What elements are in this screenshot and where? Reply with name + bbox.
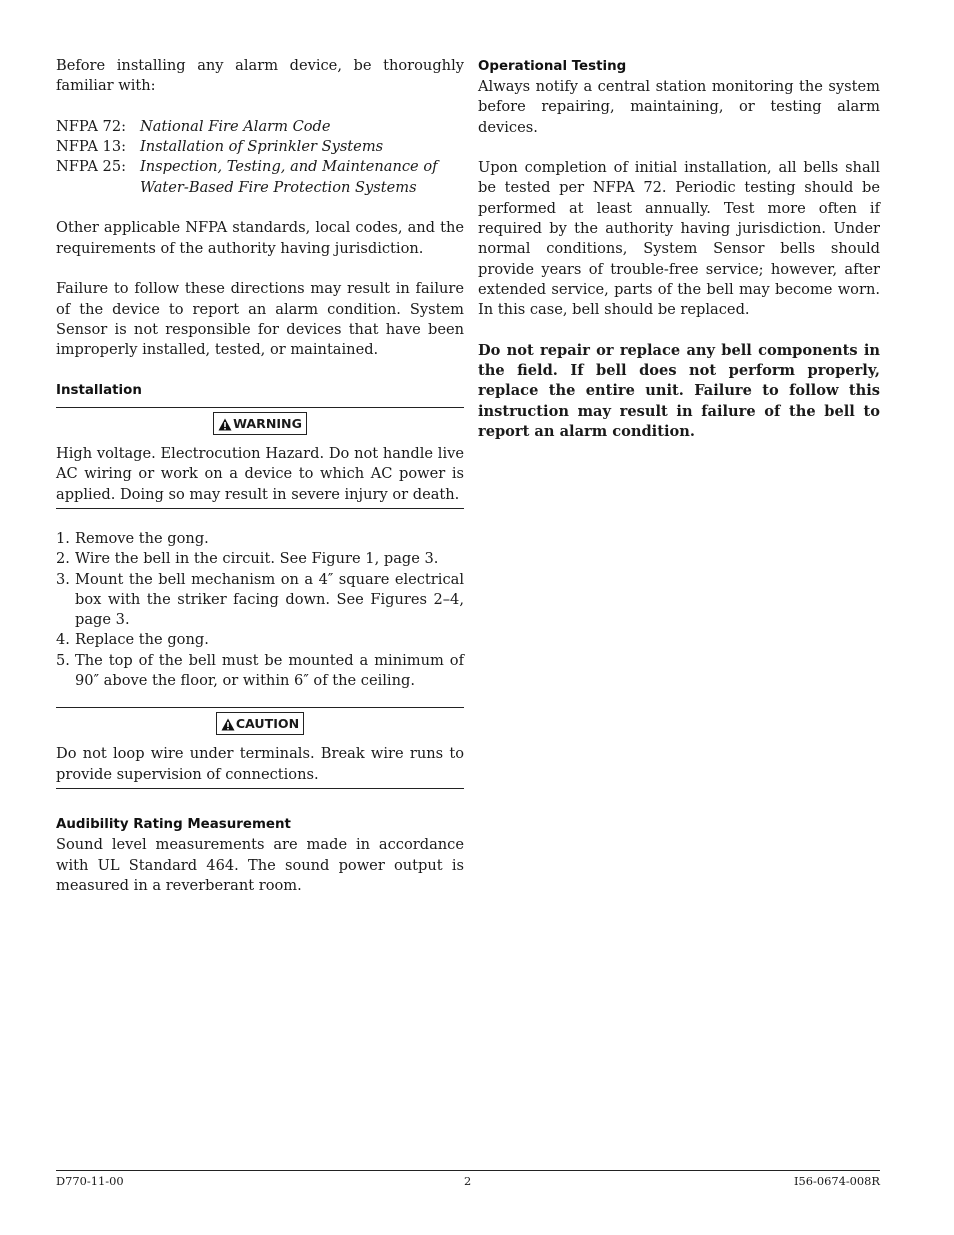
do-not-repair-note: Do not repair or replace any bell components in the field. If bell does not perform properly, replace the entire unit. Failure to follow this instruction may result in failure of the bell to report an alarm condition. bbox=[478, 341, 880, 441]
warning-text: High voltage. Electrocution Hazard. Do not handle live AC wiring or work on a device to which AC power is applied. Doing so may result in severe injury or death. bbox=[56, 445, 464, 503]
step-text: Replace the gong. bbox=[75, 631, 209, 649]
reference-list bbox=[56, 117, 464, 198]
page-footer bbox=[56, 1170, 880, 1188]
audibility-heading: Audibility Rating Measurement bbox=[56, 816, 291, 832]
reference-item bbox=[56, 117, 464, 137]
step-number: 4. bbox=[56, 631, 70, 649]
list-item bbox=[56, 529, 464, 549]
list-item bbox=[56, 630, 464, 650]
reference-title: Inspection, Testing, and Maintenance of Water-Based Fire Protection Systems bbox=[140, 158, 438, 196]
warning-label: WARNING bbox=[233, 416, 302, 432]
warning-notice bbox=[56, 407, 464, 509]
footer-page-number: 2 bbox=[464, 1174, 472, 1188]
reference-title: National Fire Alarm Code bbox=[140, 117, 331, 135]
intro-paragraph: Before installing any alarm device, be thoroughly familiar with: bbox=[56, 57, 464, 95]
reference-item bbox=[56, 157, 464, 198]
caution-triangle-icon bbox=[221, 718, 235, 731]
warning-triangle-icon bbox=[218, 418, 232, 431]
left-column bbox=[56, 56, 464, 896]
step-text: The top of the bell must be mounted a minimum of 90″ above the floor, or within 6″ of the ceiling. bbox=[75, 651, 464, 690]
caution-notice bbox=[56, 707, 464, 789]
reference-code: NFPA 25: bbox=[56, 158, 127, 176]
caution-badge bbox=[216, 712, 304, 735]
reference-title: Installation of Sprinkler Systems bbox=[140, 138, 384, 156]
caution-text: Do not loop wire under terminals. Break wire runs to provide supervision of connections. bbox=[56, 745, 464, 783]
caution-label: CAUTION bbox=[235, 716, 300, 732]
step-number: 1. bbox=[56, 529, 70, 547]
warning-badge bbox=[213, 412, 307, 435]
step-text: Mount the bell mechanism on a 4″ square electrical box with the striker facing down. See Figures 2–4, page 3. bbox=[75, 570, 464, 629]
list-item bbox=[56, 570, 464, 631]
step-text: Remove the gong. bbox=[75, 529, 209, 547]
other-standards-paragraph: Other applicable NFPA standards, local codes, and the requirements of the authority having jurisdiction. bbox=[56, 219, 464, 257]
step-text: Wire the bell in the circuit. See Figure 1, page 3. bbox=[75, 550, 439, 568]
reference-code: NFPA 13: bbox=[56, 138, 127, 156]
list-item bbox=[56, 549, 464, 569]
step-number: 5. bbox=[56, 651, 70, 669]
installation-heading: Installation bbox=[56, 382, 142, 398]
list-item bbox=[56, 651, 464, 692]
footer-doc-code: D770-11-00 bbox=[56, 1174, 124, 1188]
failure-paragraph: Failure to follow these directions may result in failure of the device to report an alarm condition. System Sensor is not responsible for devices that have been improperly installed, tested, or maintained. bbox=[56, 280, 464, 359]
step-number: 2. bbox=[56, 550, 70, 568]
step-number: 3. bbox=[56, 570, 70, 588]
right-column bbox=[478, 56, 880, 442]
testing-paragraph: Upon completion of initial installation, all bells shall be tested per NFPA 72. Periodic testing should be performed at least annually. Test more often if required by the authority having jurisdiction. Under normal conditions, System Sensor bells should provide years of trouble-free service; however, after extended service, parts of the bell may become worn. In this case, bell should be replaced. bbox=[478, 159, 880, 319]
reference-item bbox=[56, 137, 464, 157]
reference-code: NFPA 72: bbox=[56, 117, 127, 135]
notify-paragraph: Always notify a central station monitoring the system before repairing, maintaining, or testing alarm devices. bbox=[478, 78, 880, 136]
operational-testing-heading: Operational Testing bbox=[478, 59, 627, 74]
audibility-text: Sound level measurements are made in accordance with UL Standard 464. The sound power output is measured in a reverberant room. bbox=[56, 836, 464, 894]
footer-part-number: I56-0674-008R bbox=[794, 1174, 880, 1188]
installation-steps bbox=[56, 529, 464, 691]
